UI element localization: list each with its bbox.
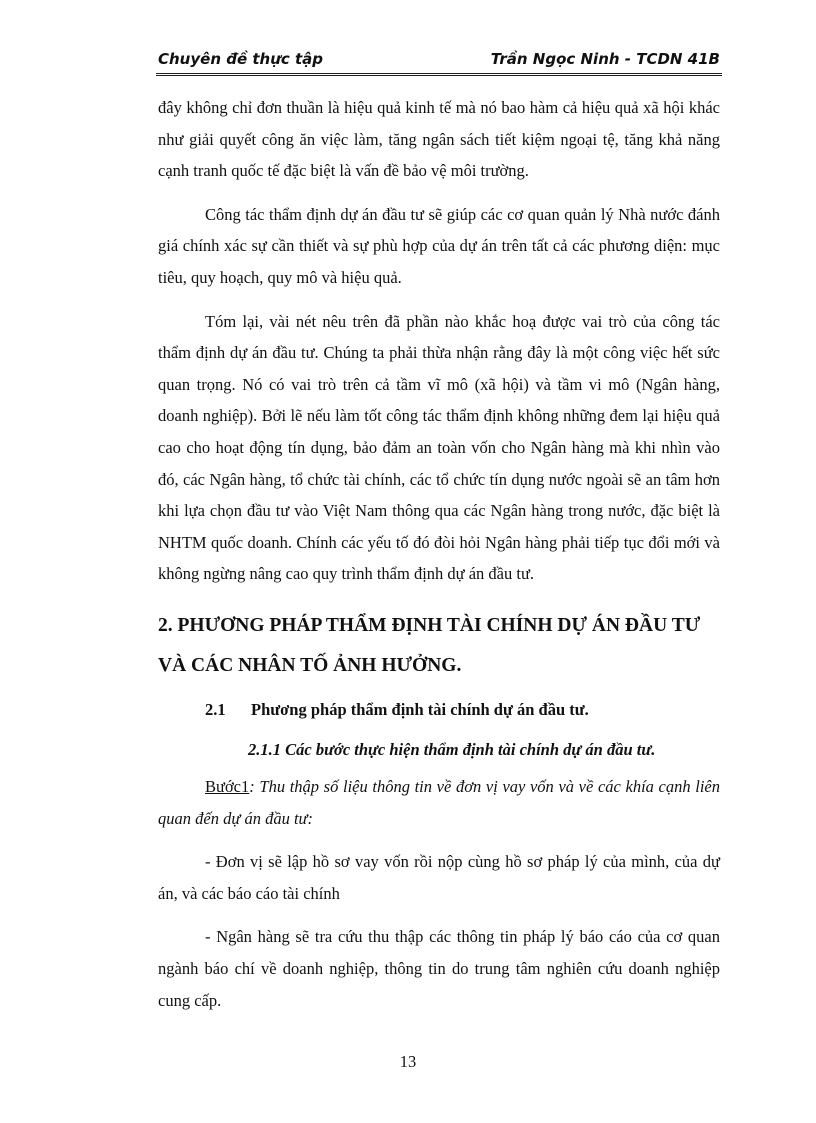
header-left-title: Chuyên đề thực tập (158, 50, 324, 68)
page-number: 13 (399, 1052, 417, 1071)
bullet-item-1: - Đơn vị sẽ lập hồ sơ vay vốn rồi nộp cùng hồ sơ pháp lý của mình, của dự án, và các báo cáo tài chính (158, 852, 720, 903)
paragraph-2: Công tác thẩm định dự án đầu tư sẽ giúp các cơ quan quản lý Nhà nước đánh giá chính xác sự cần thiết và sự phù hợp của dự án trên tất cả các phương diện: mục tiêu, quy hoạch, quy mô và hiệu quả. (158, 204, 720, 287)
header-right-author: Trần Ngọc Ninh - TCDN 41B (490, 50, 720, 68)
paragraph-1: đây không chỉ đơn thuần là hiệu quả kinh tế mà nó bao hàm cả hiệu quả xã hội khác như giải quyết công ăn việc làm, tăng ngân sách tiết kiệm ngoại tệ, tăng khả năng cạnh tranh quốc tế đặc biệt là vấn đề bảo vệ môi trường. (158, 98, 720, 181)
section-2-1-title: Phương pháp thẩm định tài chính dự án đầu tư. (251, 699, 589, 719)
paragraph-3: Tóm lại, vài nét nêu trên đã phần nào khắc hoạ được vai trò của công tác thẩm định dự án đầu tư. Chúng ta phải thừa nhận rằng đây là một công việc hết sức quan trọng. Nó có vai trò trên cả tầm vĩ mô (xã hội) và tầm vi mô (Ngân hàng, doanh nghiệp). Bởi lẽ nếu làm tốt công tác thẩm định không những đem lại hiệu quả cao cho hoạt động tín dụng, bảo đảm an toàn vốn cho Ngân hàng mà khi nhìn vào đó, các Ngân hàng, tổ chức tài chính, các tổ chức tín dụng nước ngoài sẽ an tâm hơn khi lựa chọn đầu tư vào Việt Nam thông qua các Ngân hàng trong nước, đặc biệt là NHTM quốc doanh. Chính các yếu tố đó đòi hỏi Ngân hàng phải tiếp tục đổi mới và không ngừng nâng cao quy trình thẩm định dự án đầu tư. (158, 311, 720, 584)
page-content (158, 92, 720, 1028)
section-2-1-number: 2.1 (205, 699, 226, 719)
section-2-1-heading (158, 694, 720, 726)
step-1-text: : Thu thập số liệu thông tin về đơn vị vay vốn và về các khía cạnh liên quan đến dự án đầu tư: (158, 777, 720, 828)
bullet-item-2: - Ngân hàng sẽ tra cứu thu thập các thông tin pháp lý báo cáo của cơ quan ngành báo chí về doanh nghiệp, thông tin do trung tâm nghiên cứu doanh nghiệp cung cấp. (158, 927, 720, 1010)
section-2-heading: 2. PHƯƠNG PHÁP THẨM ĐỊNH TÀI CHÍNH DỰ ÁN ĐẦU TƯ VÀ CÁC NHÂN TỐ ẢNH HƯỞNG. (158, 614, 701, 676)
step-1-label: Bước1 (205, 777, 250, 797)
step-1-paragraph (158, 771, 720, 834)
section-2-1-1-heading: 2.1.1 Các bước thực hiện thẩm định tài chính dự án đầu tư. (248, 739, 656, 759)
page-header (156, 44, 722, 76)
